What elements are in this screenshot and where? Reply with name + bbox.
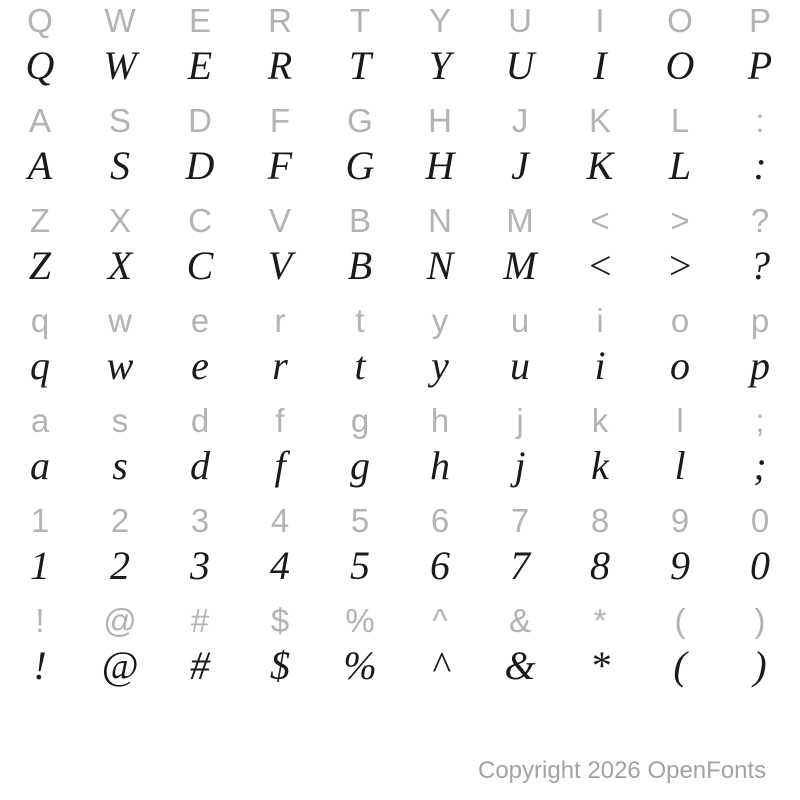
- script-glyph: l: [674, 443, 686, 488]
- reference-glyph: j: [516, 401, 524, 439]
- script-glyph: M: [503, 243, 537, 288]
- row-pair-uppercase-asdf: [0, 100, 800, 200]
- script-glyph: <: [586, 243, 614, 288]
- reference-glyph: U: [508, 1, 532, 39]
- reference-glyph: 5: [350, 501, 370, 539]
- script-glyph: J: [511, 143, 529, 188]
- reference-glyph: R: [268, 1, 292, 39]
- script-row-symbols: [0, 640, 800, 692]
- script-glyph: s: [112, 443, 128, 488]
- script-glyph: H: [425, 143, 455, 188]
- reference-glyph: r: [274, 301, 286, 339]
- script-glyph: W: [103, 43, 137, 88]
- script-glyph: O: [665, 43, 695, 88]
- script-glyph: B: [347, 243, 373, 288]
- reference-glyph: g: [350, 401, 370, 439]
- reference-glyph: a: [30, 401, 50, 439]
- script-glyph: N: [426, 243, 454, 288]
- script-glyph: 4: [270, 543, 290, 588]
- reference-glyph: ?: [750, 201, 770, 239]
- reference-glyph: V: [268, 201, 291, 239]
- script-glyph: 8: [590, 543, 610, 588]
- script-glyph: S: [110, 143, 130, 188]
- reference-row-uppercase-zxcv: [0, 200, 800, 240]
- script-glyph: 6: [430, 543, 450, 588]
- script-glyph: 1: [30, 543, 50, 588]
- script-glyph: q: [30, 343, 50, 388]
- script-glyph: y: [431, 343, 449, 388]
- reference-glyph: 7: [510, 501, 530, 539]
- script-glyph: V: [267, 243, 293, 288]
- reference-glyph: y: [431, 301, 449, 339]
- reference-glyph: L: [670, 101, 690, 139]
- reference-glyph: 0: [750, 501, 770, 539]
- script-glyph: Z: [28, 243, 52, 288]
- script-glyph: 0: [750, 543, 770, 588]
- script-glyph: P: [747, 43, 773, 88]
- script-glyph: 9: [670, 543, 690, 588]
- reference-glyph: E: [188, 1, 211, 39]
- reference-glyph: $: [270, 601, 290, 639]
- script-glyph: 7: [510, 543, 530, 588]
- reference-glyph: >: [670, 201, 690, 239]
- reference-glyph: o: [670, 301, 690, 339]
- reference-glyph: J: [511, 101, 529, 139]
- script-glyph: L: [668, 143, 692, 188]
- reference-row-digits: [0, 500, 800, 540]
- row-pair-lowercase-asdf: [0, 400, 800, 500]
- reference-glyph: f: [275, 401, 285, 439]
- script-glyph: (: [673, 643, 687, 688]
- script-glyph: p: [750, 343, 770, 388]
- script-glyph: *: [590, 643, 610, 688]
- reference-glyph: ;: [755, 401, 765, 439]
- script-glyph: A: [27, 143, 53, 188]
- reference-glyph: ): [754, 601, 766, 639]
- script-glyph: d: [190, 443, 210, 488]
- script-glyph: 5: [350, 543, 370, 588]
- reference-row-symbols: [0, 600, 800, 640]
- copyright-notice: Copyright 2026 OpenFonts: [478, 757, 767, 784]
- reference-glyph: !: [35, 601, 45, 639]
- script-glyph: r: [272, 343, 288, 388]
- script-glyph: I: [593, 43, 607, 88]
- script-glyph: T: [348, 43, 372, 88]
- reference-glyph: s: [111, 401, 129, 439]
- reference-glyph: I: [595, 1, 605, 39]
- reference-row-uppercase-qwerty: [0, 0, 800, 40]
- reference-glyph: k: [591, 401, 609, 439]
- reference-glyph: P: [748, 1, 771, 39]
- reference-glyph: O: [667, 1, 693, 39]
- script-glyph: @: [101, 643, 139, 688]
- reference-glyph: ^: [432, 601, 448, 639]
- script-glyph: G: [345, 143, 375, 188]
- reference-glyph: q: [30, 301, 50, 339]
- row-pair-uppercase-zxcv: [0, 200, 800, 300]
- reference-glyph: %: [345, 601, 375, 639]
- reference-glyph: w: [108, 301, 132, 339]
- script-row-uppercase-zxcv: [0, 240, 800, 292]
- script-row-lowercase-asdf: [0, 440, 800, 492]
- reference-glyph: B: [348, 201, 371, 239]
- reference-row-lowercase-asdf: [0, 400, 800, 440]
- reference-glyph: Z: [29, 201, 51, 239]
- script-glyph: D: [185, 143, 215, 188]
- reference-glyph: *: [593, 601, 607, 639]
- reference-glyph: Q: [27, 1, 53, 39]
- reference-glyph: #: [190, 601, 210, 639]
- script-glyph: a: [30, 443, 50, 488]
- reference-glyph: (: [674, 601, 686, 639]
- reference-glyph: F: [269, 101, 291, 139]
- reference-glyph: A: [28, 101, 51, 139]
- script-glyph: k: [591, 443, 609, 488]
- script-glyph: j: [514, 443, 526, 488]
- row-pair-lowercase-qwerty: [0, 300, 800, 400]
- reference-glyph: 6: [430, 501, 450, 539]
- reference-glyph: Y: [428, 1, 451, 39]
- script-glyph: !: [33, 643, 47, 688]
- reference-glyph: 4: [270, 501, 290, 539]
- script-row-uppercase-qwerty: [0, 40, 800, 92]
- script-glyph: f: [274, 443, 286, 488]
- script-row-uppercase-asdf: [0, 140, 800, 192]
- reference-glyph: p: [750, 301, 770, 339]
- reference-glyph: @: [103, 601, 137, 639]
- reference-glyph: H: [428, 101, 452, 139]
- script-glyph: ): [753, 643, 767, 688]
- reference-glyph: e: [190, 301, 210, 339]
- script-glyph: X: [107, 243, 133, 288]
- script-glyph: #: [190, 643, 210, 688]
- row-pair-symbols: [0, 600, 800, 700]
- reference-glyph: 2: [110, 501, 130, 539]
- reference-row-uppercase-asdf: [0, 100, 800, 140]
- script-glyph: Y: [428, 43, 452, 88]
- script-glyph: ?: [750, 243, 770, 288]
- script-glyph: g: [350, 443, 370, 488]
- reference-glyph: t: [355, 301, 365, 339]
- reference-glyph: d: [190, 401, 210, 439]
- reference-glyph: 1: [30, 501, 50, 539]
- reference-glyph: N: [428, 201, 452, 239]
- reference-glyph: l: [676, 401, 684, 439]
- script-glyph: h: [430, 443, 450, 488]
- row-pair-digits: [0, 500, 800, 600]
- script-glyph: ;: [753, 443, 767, 488]
- script-row-lowercase-qwerty: [0, 340, 800, 392]
- script-glyph: i: [594, 343, 606, 388]
- script-glyph: K: [586, 143, 614, 188]
- script-glyph: t: [354, 343, 366, 388]
- script-glyph: o: [670, 343, 690, 388]
- script-glyph: :: [753, 143, 767, 188]
- reference-glyph: C: [188, 201, 212, 239]
- reference-glyph: i: [596, 301, 604, 339]
- reference-glyph: M: [506, 201, 534, 239]
- reference-glyph: D: [188, 101, 212, 139]
- reference-glyph: h: [430, 401, 450, 439]
- script-glyph: Q: [25, 43, 55, 88]
- script-glyph: 2: [110, 543, 130, 588]
- reference-glyph: T: [349, 1, 371, 39]
- script-glyph: &: [504, 643, 536, 688]
- script-glyph: u: [510, 343, 530, 388]
- reference-glyph: W: [104, 1, 136, 39]
- script-glyph: %: [343, 643, 377, 688]
- reference-glyph: S: [108, 101, 131, 139]
- script-glyph: F: [267, 143, 293, 188]
- reference-glyph: u: [510, 301, 530, 339]
- script-glyph: U: [505, 43, 535, 88]
- reference-glyph: 3: [190, 501, 210, 539]
- reference-row-lowercase-qwerty: [0, 300, 800, 340]
- reference-glyph: K: [588, 101, 611, 139]
- script-glyph: 3: [190, 543, 210, 588]
- script-glyph: w: [106, 343, 134, 388]
- script-glyph: e: [191, 343, 209, 388]
- script-glyph: ^: [431, 643, 449, 688]
- reference-glyph: <: [590, 201, 610, 239]
- reference-glyph: 8: [590, 501, 610, 539]
- reference-glyph: X: [108, 201, 131, 239]
- script-glyph: E: [187, 43, 213, 88]
- script-glyph: R: [267, 43, 293, 88]
- reference-glyph: :: [755, 101, 765, 139]
- reference-glyph: &: [508, 601, 531, 639]
- reference-glyph: 9: [670, 501, 690, 539]
- row-pair-uppercase-qwerty: [0, 0, 800, 100]
- script-glyph: $: [270, 643, 290, 688]
- script-glyph: >: [666, 243, 694, 288]
- script-glyph: C: [186, 243, 214, 288]
- script-row-digits: [0, 540, 800, 592]
- reference-glyph: G: [347, 101, 373, 139]
